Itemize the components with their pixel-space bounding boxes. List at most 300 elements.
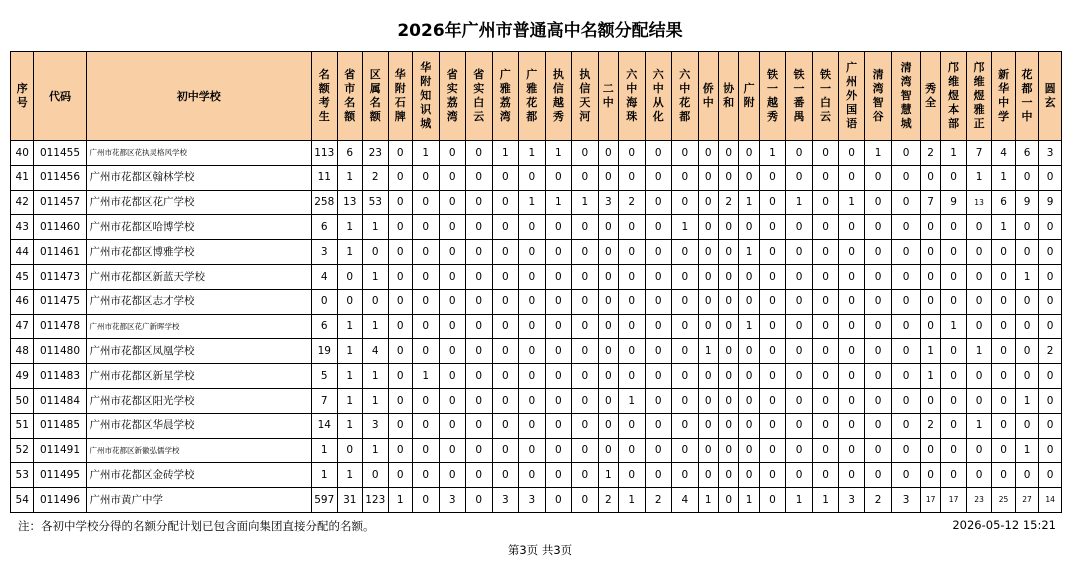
quota-cell: 0 <box>718 289 738 314</box>
quota-cell: 0 <box>619 438 646 463</box>
quota-cell: 0 <box>1015 413 1038 438</box>
quota-cell: 0 <box>992 240 1015 265</box>
quota-cell: 0 <box>920 463 940 488</box>
column-header-label: 广雅花都 <box>526 68 538 123</box>
column-header <box>412 52 439 141</box>
school-name-cell: 广州市花都区哈博学校 <box>86 215 312 240</box>
quota-cell: 0 <box>619 264 646 289</box>
quota-cell: 0 <box>718 141 738 166</box>
quota-cell: 0 <box>598 314 618 339</box>
quota-cell: 0 <box>941 264 967 289</box>
quota-cell: 6 <box>992 190 1015 215</box>
column-header-label: 邝维煜雅正 <box>973 61 985 130</box>
quota-cell: 0 <box>839 289 865 314</box>
quota-cell: 0 <box>920 314 940 339</box>
table-row <box>11 215 1062 240</box>
column-header-label: 省实白云 <box>473 68 485 123</box>
quota-cell: 0 <box>572 463 599 488</box>
quota-cell: 3 <box>363 413 389 438</box>
quota-cell: 0 <box>759 488 786 513</box>
column-header-label: 执信天河 <box>579 68 591 123</box>
quota-cell: 1 <box>966 413 992 438</box>
quota-cell: 0 <box>645 240 672 265</box>
column-header-label: 六中海珠 <box>626 68 638 123</box>
quota-cell: 0 <box>992 264 1015 289</box>
quota-cell: 0 <box>698 240 718 265</box>
school-name-cell: 广州市花都区志才学校 <box>86 289 312 314</box>
quota-cell: 0 <box>718 388 738 413</box>
column-header <box>572 52 599 141</box>
quota-cell: 0 <box>519 438 546 463</box>
quota-cell: 1 <box>337 314 363 339</box>
quota-cell: 0 <box>598 413 618 438</box>
quota-cell: 6 <box>312 215 338 240</box>
quota-cell: 0 <box>388 240 412 265</box>
quota-cell: 0 <box>572 264 599 289</box>
index-cell: 44 <box>11 240 34 265</box>
quota-cell: 0 <box>545 463 572 488</box>
quota-cell: 0 <box>466 190 493 215</box>
quota-cell: 0 <box>786 141 813 166</box>
quota-cell: 0 <box>412 413 439 438</box>
quota-cell: 0 <box>645 165 672 190</box>
quota-cell: 0 <box>672 463 699 488</box>
quota-cell: 0 <box>892 339 921 364</box>
quota-cell: 0 <box>812 388 839 413</box>
quota-cell: 0 <box>892 141 921 166</box>
quota-cell: 0 <box>718 264 738 289</box>
table-row <box>11 240 1062 265</box>
quota-cell: 11 <box>312 165 338 190</box>
column-header <box>992 52 1015 141</box>
quota-cell: 0 <box>966 289 992 314</box>
quota-cell: 0 <box>759 388 786 413</box>
code-cell: 011495 <box>34 463 86 488</box>
quota-cell: 1 <box>920 339 940 364</box>
quota-cell: 0 <box>759 438 786 463</box>
index-cell: 42 <box>11 190 34 215</box>
quota-cell: 19 <box>312 339 338 364</box>
quota-cell: 0 <box>698 314 718 339</box>
index-cell: 52 <box>11 438 34 463</box>
table-row <box>11 339 1062 364</box>
quota-cell: 0 <box>645 413 672 438</box>
quota-cell: 1 <box>992 165 1015 190</box>
column-header-label: 圆玄 <box>1044 82 1056 109</box>
quota-cell: 1 <box>619 388 646 413</box>
quota-cell: 0 <box>1039 364 1062 389</box>
quota-cell: 0 <box>519 165 546 190</box>
column-header <box>363 52 389 141</box>
quota-cell: 0 <box>572 364 599 389</box>
quota-cell: 0 <box>739 165 759 190</box>
quota-cell: 0 <box>466 364 493 389</box>
column-header <box>892 52 921 141</box>
quota-cell: 1 <box>966 339 992 364</box>
quota-cell: 0 <box>812 264 839 289</box>
quota-cell: 0 <box>864 463 892 488</box>
column-header-label: 二中 <box>602 82 614 109</box>
quota-cell: 0 <box>645 314 672 339</box>
quota-cell: 0 <box>388 364 412 389</box>
quota-cell: 1 <box>363 264 389 289</box>
quota-cell: 3 <box>492 488 519 513</box>
quota-cell: 0 <box>545 314 572 339</box>
page-indicator: 第3页 共3页 <box>507 543 573 557</box>
quota-cell: 0 <box>920 438 940 463</box>
quota-cell: 0 <box>572 388 599 413</box>
quota-cell: 0 <box>439 364 466 389</box>
quota-cell: 0 <box>1039 289 1062 314</box>
quota-cell: 0 <box>1039 314 1062 339</box>
school-name-cell: 广州市花都区凤凰学校 <box>86 339 312 364</box>
quota-cell: 0 <box>1015 364 1038 389</box>
school-name-cell: 广州市花都区金砖学校 <box>86 463 312 488</box>
quota-cell: 0 <box>492 264 519 289</box>
quota-cell: 0 <box>492 289 519 314</box>
quota-cell: 0 <box>698 215 718 240</box>
quota-cell: 0 <box>941 215 967 240</box>
quota-cell: 0 <box>466 289 493 314</box>
column-header-label: 清湾智慧城 <box>900 61 912 130</box>
quota-cell: 2 <box>363 165 389 190</box>
quota-cell: 0 <box>466 240 493 265</box>
code-cell: 011480 <box>34 339 86 364</box>
table-row <box>11 314 1062 339</box>
quota-cell: 1 <box>337 215 363 240</box>
quota-cell: 0 <box>645 438 672 463</box>
school-name-cell: 广州市花都区翰林学校 <box>86 165 312 190</box>
quota-cell: 0 <box>492 240 519 265</box>
quota-cell: 0 <box>839 413 865 438</box>
quota-cell: 0 <box>619 165 646 190</box>
quota-cell: 0 <box>992 364 1015 389</box>
column-header-label: 六中花都 <box>679 68 691 123</box>
quota-cell: 0 <box>466 438 493 463</box>
index-cell: 48 <box>11 339 34 364</box>
quota-cell: 0 <box>759 264 786 289</box>
quota-cell: 0 <box>698 364 718 389</box>
quota-cell: 0 <box>412 264 439 289</box>
table-row <box>11 264 1062 289</box>
quota-cell: 1 <box>363 388 389 413</box>
quota-cell: 1 <box>412 364 439 389</box>
quota-cell: 25 <box>992 488 1015 513</box>
quota-cell: 17 <box>920 488 940 513</box>
table-row <box>11 190 1062 215</box>
quota-cell: 0 <box>519 388 546 413</box>
quota-cell: 1 <box>698 339 718 364</box>
quota-cell: 0 <box>388 413 412 438</box>
quota-cell: 0 <box>786 364 813 389</box>
column-header-label: 广雅荔湾 <box>499 68 511 123</box>
code-cell: 011478 <box>34 314 86 339</box>
quota-cell: 0 <box>466 314 493 339</box>
column-header-label: 广州外国语 <box>846 61 858 130</box>
quota-cell: 0 <box>759 413 786 438</box>
quota-cell: 0 <box>786 463 813 488</box>
quota-cell: 1 <box>312 463 338 488</box>
quota-cell: 0 <box>759 314 786 339</box>
quota-cell: 0 <box>718 165 738 190</box>
quota-cell: 0 <box>759 190 786 215</box>
quota-cell: 0 <box>698 388 718 413</box>
quota-cell: 0 <box>892 438 921 463</box>
quota-cell: 0 <box>1015 463 1038 488</box>
quota-cell: 0 <box>519 364 546 389</box>
quota-cell: 4 <box>312 264 338 289</box>
code-cell: 011461 <box>34 240 86 265</box>
quota-cell: 1 <box>363 215 389 240</box>
quota-cell: 0 <box>718 215 738 240</box>
quota-cell: 0 <box>492 314 519 339</box>
column-header <box>619 52 646 141</box>
column-header-label: 新华中学 <box>998 68 1010 123</box>
quota-cell: 0 <box>519 240 546 265</box>
quota-cell: 0 <box>892 264 921 289</box>
quota-cell: 0 <box>412 314 439 339</box>
school-name-cell: 广州市花都区花执灵格风学校 <box>86 141 312 166</box>
quota-cell: 0 <box>812 314 839 339</box>
quota-cell: 23 <box>363 141 389 166</box>
quota-cell: 0 <box>619 289 646 314</box>
quota-cell: 0 <box>672 364 699 389</box>
table-row <box>11 165 1062 190</box>
quota-cell: 1 <box>941 314 967 339</box>
quota-cell: 0 <box>572 438 599 463</box>
quota-cell: 0 <box>698 141 718 166</box>
quota-cell: 7 <box>920 190 940 215</box>
quota-cell: 597 <box>312 488 338 513</box>
school-name-cell: 广州市花都区新徽弘儒学校 <box>86 438 312 463</box>
index-cell: 41 <box>11 165 34 190</box>
quota-cell: 0 <box>572 339 599 364</box>
quota-cell: 2 <box>718 190 738 215</box>
quota-cell: 0 <box>598 165 618 190</box>
column-header <box>86 52 312 141</box>
quota-cell: 0 <box>572 289 599 314</box>
quota-cell: 1 <box>492 141 519 166</box>
quota-cell: 0 <box>739 413 759 438</box>
school-name-cell: 广州市花都区花广新晖学校 <box>86 314 312 339</box>
quota-cell: 0 <box>572 488 599 513</box>
table-row <box>11 364 1062 389</box>
allocation-table <box>10 51 1062 513</box>
quota-cell: 0 <box>572 141 599 166</box>
quota-cell: 0 <box>672 339 699 364</box>
quota-cell: 0 <box>1015 240 1038 265</box>
quota-cell: 0 <box>864 413 892 438</box>
quota-cell: 0 <box>439 141 466 166</box>
quota-cell: 1 <box>363 314 389 339</box>
quota-cell: 1 <box>363 364 389 389</box>
quota-cell: 1 <box>545 141 572 166</box>
quota-cell: 0 <box>388 190 412 215</box>
column-header-label: 协和 <box>723 82 735 109</box>
quota-cell: 0 <box>439 240 466 265</box>
quota-cell: 0 <box>519 413 546 438</box>
quota-cell: 1 <box>598 463 618 488</box>
quota-cell: 0 <box>492 339 519 364</box>
quota-cell: 0 <box>718 463 738 488</box>
quota-cell: 0 <box>839 339 865 364</box>
quota-cell: 0 <box>839 264 865 289</box>
school-name-cell: 广州市花都区阳光学校 <box>86 388 312 413</box>
quota-cell: 1 <box>839 190 865 215</box>
school-name-cell: 广州市花都区新蓝天学校 <box>86 264 312 289</box>
quota-cell: 0 <box>941 289 967 314</box>
table-row <box>11 463 1062 488</box>
quota-cell: 0 <box>545 264 572 289</box>
quota-cell: 0 <box>545 488 572 513</box>
quota-cell: 0 <box>519 289 546 314</box>
quota-cell: 0 <box>718 488 738 513</box>
quota-cell: 0 <box>412 165 439 190</box>
quota-cell: 0 <box>645 190 672 215</box>
quota-cell: 0 <box>439 463 466 488</box>
quota-cell: 0 <box>759 339 786 364</box>
quota-cell: 0 <box>892 388 921 413</box>
quota-cell: 113 <box>312 141 338 166</box>
quota-cell: 0 <box>1039 240 1062 265</box>
quota-cell: 0 <box>466 488 493 513</box>
column-header-label: 铁一番禺 <box>793 68 805 123</box>
quota-cell: 27 <box>1015 488 1038 513</box>
quota-cell: 0 <box>966 463 992 488</box>
quota-cell: 0 <box>966 438 992 463</box>
quota-cell: 0 <box>966 240 992 265</box>
quota-cell: 0 <box>812 463 839 488</box>
quota-cell: 0 <box>864 314 892 339</box>
quota-cell: 0 <box>1015 165 1038 190</box>
code-cell: 011460 <box>34 215 86 240</box>
code-cell: 011485 <box>34 413 86 438</box>
column-header-label: 邝维煜本部 <box>948 61 960 130</box>
quota-cell: 0 <box>545 289 572 314</box>
quota-cell: 0 <box>718 240 738 265</box>
column-header <box>718 52 738 141</box>
quota-cell: 0 <box>337 438 363 463</box>
column-header <box>672 52 699 141</box>
quota-cell: 0 <box>598 364 618 389</box>
quota-cell: 0 <box>672 264 699 289</box>
quota-cell: 23 <box>966 488 992 513</box>
quota-cell: 0 <box>312 289 338 314</box>
quota-cell: 1 <box>941 141 967 166</box>
quota-cell: 0 <box>812 438 839 463</box>
quota-cell: 0 <box>920 388 940 413</box>
quota-cell: 7 <box>966 141 992 166</box>
quota-cell: 1 <box>672 215 699 240</box>
column-header-label: 花都一中 <box>1021 68 1033 123</box>
column-header-label: 省市名额 <box>344 68 356 123</box>
code-cell: 011496 <box>34 488 86 513</box>
quota-cell: 3 <box>312 240 338 265</box>
quota-cell: 0 <box>645 364 672 389</box>
quota-cell: 0 <box>759 364 786 389</box>
quota-cell: 0 <box>598 240 618 265</box>
quota-cell: 0 <box>718 314 738 339</box>
quota-cell: 0 <box>466 339 493 364</box>
quota-cell: 0 <box>892 165 921 190</box>
quota-cell: 0 <box>992 339 1015 364</box>
quota-cell: 0 <box>672 413 699 438</box>
quota-cell: 0 <box>839 240 865 265</box>
quota-cell: 0 <box>892 364 921 389</box>
quota-cell: 0 <box>739 141 759 166</box>
quota-cell: 0 <box>439 413 466 438</box>
column-header-label: 六中从化 <box>652 68 664 123</box>
quota-cell: 0 <box>966 364 992 389</box>
quota-cell: 0 <box>992 438 1015 463</box>
column-header <box>388 52 412 141</box>
quota-cell: 6 <box>1015 141 1038 166</box>
quota-cell: 4 <box>672 488 699 513</box>
column-header <box>839 52 865 141</box>
quota-cell: 1 <box>337 413 363 438</box>
index-cell: 47 <box>11 314 34 339</box>
quota-cell: 2 <box>1039 339 1062 364</box>
quota-cell: 0 <box>992 463 1015 488</box>
quota-cell: 0 <box>492 364 519 389</box>
quota-cell: 0 <box>619 339 646 364</box>
quota-cell: 0 <box>718 438 738 463</box>
quota-cell: 0 <box>388 314 412 339</box>
quota-cell: 0 <box>759 165 786 190</box>
quota-cell: 0 <box>892 240 921 265</box>
quota-cell: 0 <box>619 240 646 265</box>
quota-cell: 0 <box>864 165 892 190</box>
quota-cell: 0 <box>864 438 892 463</box>
column-header <box>11 52 34 141</box>
quota-cell: 0 <box>572 314 599 339</box>
quota-cell: 1 <box>337 463 363 488</box>
quota-cell: 0 <box>739 339 759 364</box>
quota-cell: 0 <box>892 314 921 339</box>
quota-cell: 0 <box>1015 339 1038 364</box>
school-name-cell: 广州市花都区博雅学校 <box>86 240 312 265</box>
table-row <box>11 488 1062 513</box>
quota-cell: 0 <box>698 165 718 190</box>
quota-cell: 0 <box>439 190 466 215</box>
quota-cell: 0 <box>864 190 892 215</box>
quota-cell: 0 <box>412 388 439 413</box>
quota-cell: 0 <box>492 463 519 488</box>
quota-cell: 0 <box>718 364 738 389</box>
quota-cell: 0 <box>739 264 759 289</box>
quota-cell: 0 <box>920 240 940 265</box>
code-cell: 011484 <box>34 388 86 413</box>
quota-cell: 1 <box>992 215 1015 240</box>
code-cell: 011483 <box>34 364 86 389</box>
quota-cell: 0 <box>572 413 599 438</box>
quota-cell: 0 <box>439 314 466 339</box>
quota-cell: 0 <box>439 339 466 364</box>
quota-cell: 3 <box>598 190 618 215</box>
quota-cell: 0 <box>439 215 466 240</box>
quota-cell: 0 <box>572 240 599 265</box>
quota-cell: 0 <box>812 289 839 314</box>
quota-cell: 1 <box>519 141 546 166</box>
quota-cell: 0 <box>363 240 389 265</box>
column-header-label: 省实荔湾 <box>446 68 458 123</box>
quota-cell: 0 <box>920 215 940 240</box>
school-name-cell: 广州市花都区华晨学校 <box>86 413 312 438</box>
column-header <box>598 52 618 141</box>
quota-cell: 0 <box>672 314 699 339</box>
quota-cell: 1 <box>739 240 759 265</box>
quota-cell: 0 <box>412 438 439 463</box>
